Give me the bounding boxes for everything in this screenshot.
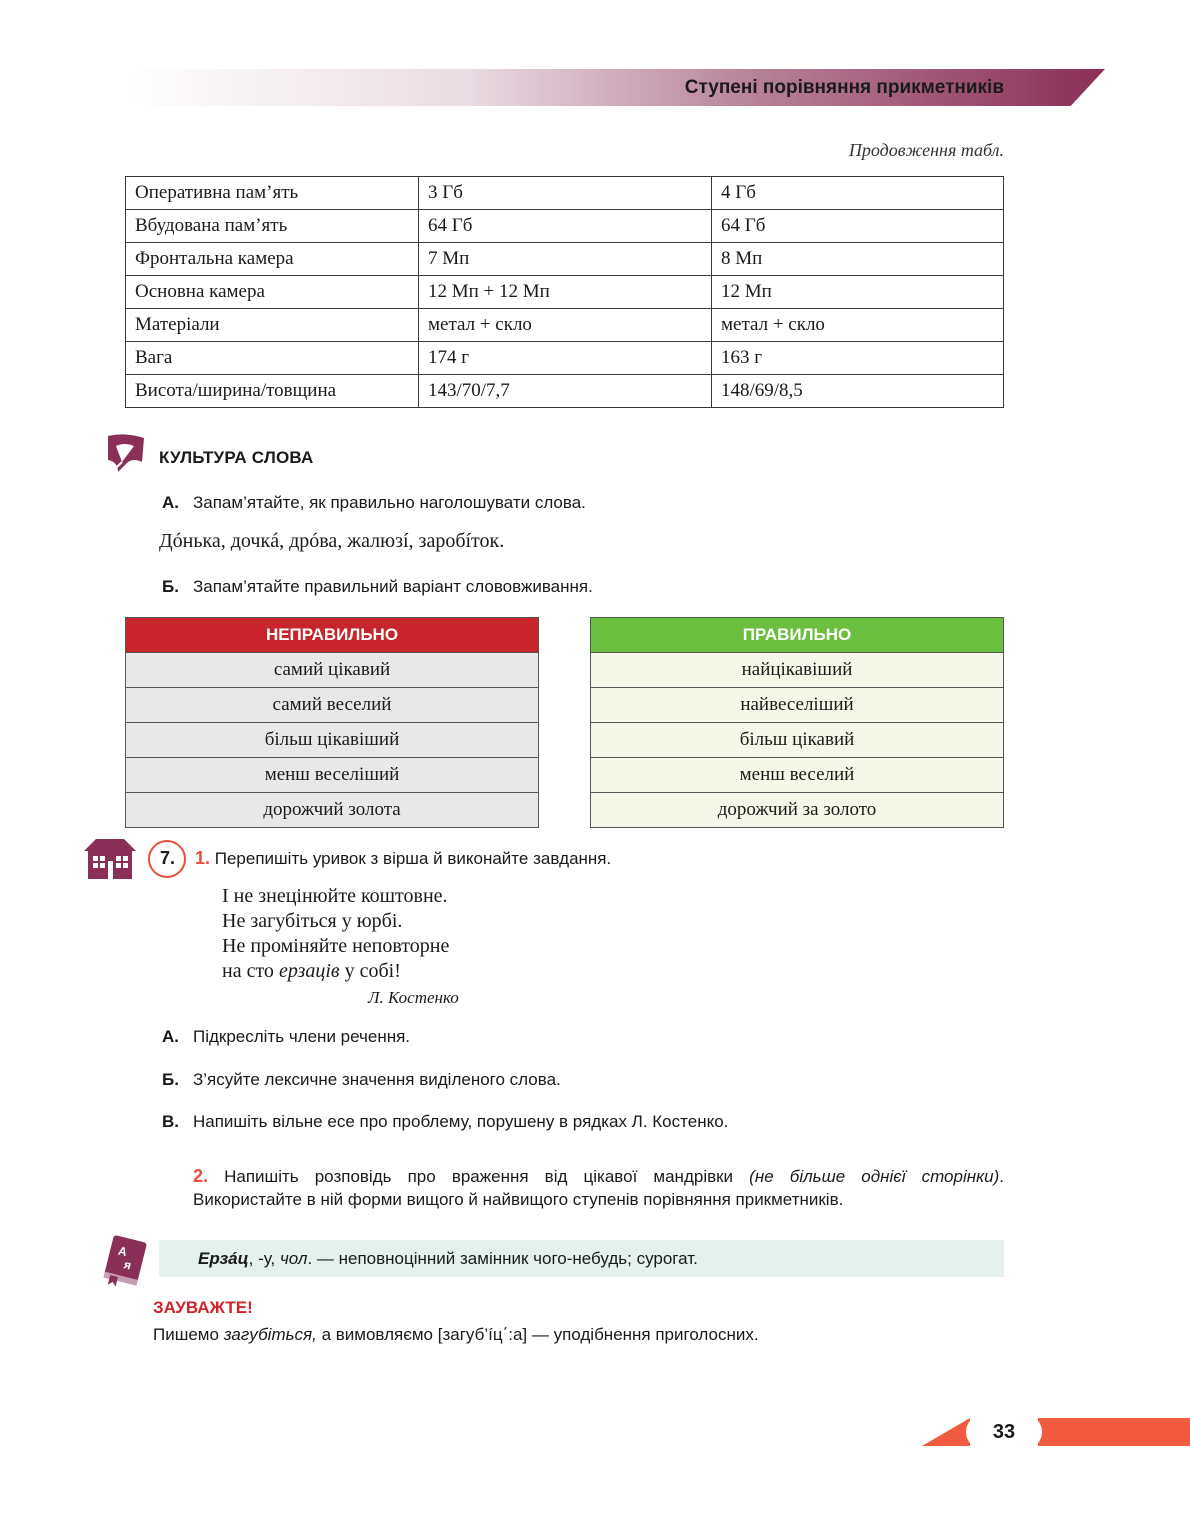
dictionary-icon bbox=[100, 1234, 148, 1288]
spec-row bbox=[126, 276, 1004, 309]
task-letter: Б. bbox=[162, 577, 179, 596]
spec-cell: 7 Мп bbox=[419, 243, 712, 276]
spec-cell: 12 Мп + 12 Мп bbox=[419, 276, 712, 309]
task-text: З’ясуйте лексичне значення виділеного слова. bbox=[193, 1070, 561, 1089]
right-header: ПРАВИЛЬНО bbox=[591, 618, 1004, 653]
task-text: Підкресліть члени речення. bbox=[193, 1027, 411, 1046]
note-text bbox=[153, 1325, 759, 1345]
definition-word: Ерзáц bbox=[198, 1249, 249, 1268]
wrong-item: самий веселий bbox=[126, 688, 539, 723]
exercise-part2 bbox=[193, 1165, 1004, 1211]
spec-cell: 163 г bbox=[712, 342, 1004, 375]
part-text: Перепишіть уривок з вірша й виконайте завдання. bbox=[214, 849, 612, 868]
task-text: Запам’ятайте, як правильно наголошувати слова. bbox=[193, 493, 586, 512]
right-item: менш веселий bbox=[591, 758, 1004, 793]
task-letter: В. bbox=[162, 1112, 179, 1131]
part-text: . bbox=[999, 1167, 1004, 1186]
spec-cell: 12 Мп bbox=[712, 276, 1004, 309]
exercise-task-c bbox=[162, 1112, 728, 1132]
note-part: Пишемо bbox=[153, 1325, 224, 1344]
wrong-item: більш цікавіший bbox=[126, 723, 539, 758]
spec-cell: Оперативна пам’ять bbox=[126, 177, 419, 210]
poem-author: Л. Костенко bbox=[368, 988, 459, 1007]
right-item: більш цікавий bbox=[591, 723, 1004, 758]
svg-text:я: я bbox=[122, 1257, 133, 1273]
right-item: дорожчий за золото bbox=[591, 793, 1004, 828]
task-text: Напишіть вільне есе про проблему, порушену в рядках Л. Костенко. bbox=[193, 1112, 729, 1131]
spec-row bbox=[126, 243, 1004, 276]
quill-icon bbox=[104, 432, 148, 474]
definition-part: . — неповноцінний замінник чого-небудь; сурогат. bbox=[307, 1249, 698, 1268]
spec-row bbox=[126, 342, 1004, 375]
spec-cell: 148/69/8,5 bbox=[712, 375, 1004, 408]
spec-row bbox=[126, 309, 1004, 342]
spec-row bbox=[126, 210, 1004, 243]
spec-cell: 174 г bbox=[419, 342, 712, 375]
svg-text:А: А bbox=[116, 1243, 129, 1260]
note-emphasis: загубіться, bbox=[223, 1325, 317, 1344]
spec-row bbox=[126, 375, 1004, 408]
task-a bbox=[162, 493, 586, 513]
spec-cell: Вага bbox=[126, 342, 419, 375]
exercise-part1 bbox=[195, 848, 611, 869]
poem-text: на сто bbox=[222, 960, 279, 982]
right-item: найцікавіший bbox=[591, 653, 1004, 688]
spec-cell: Вбудована пам’ять bbox=[126, 210, 419, 243]
part-number: 1. bbox=[195, 848, 211, 868]
spec-cell: Висота/ширина/товщина bbox=[126, 375, 419, 408]
task-b bbox=[162, 577, 593, 597]
spec-row bbox=[126, 177, 1004, 210]
spec-cell: Матеріали bbox=[126, 309, 419, 342]
poem-line bbox=[222, 959, 449, 984]
spec-cell: 64 Гб bbox=[712, 210, 1004, 243]
wrong-item: самий цікавий bbox=[126, 653, 539, 688]
part2-line2: Використайте в ній форми вищого й найвищого ступенів порівняння прикметників. bbox=[193, 1190, 844, 1209]
spec-cell: 4 Гб bbox=[712, 177, 1004, 210]
section-title: КУЛЬТУРА СЛОВА bbox=[159, 448, 314, 467]
spec-cell: Основна камера bbox=[126, 276, 419, 309]
task-letter: А. bbox=[162, 493, 179, 512]
part2-line1 bbox=[193, 1165, 1004, 1188]
definition-text bbox=[198, 1249, 698, 1269]
wrong-item: дорожчий золота bbox=[126, 793, 539, 828]
wrong-item: менш веселіший bbox=[126, 758, 539, 793]
part-text: Напишіть розповідь про враження від цікавої мандрівки bbox=[224, 1167, 750, 1186]
spec-cell: 143/70/7,7 bbox=[419, 375, 712, 408]
poem-line: Не проміняйте неповторне bbox=[222, 935, 450, 957]
house-icon bbox=[84, 837, 136, 879]
exercise-number: 7. bbox=[160, 848, 176, 868]
part-emphasis: (не більше однієї сторінки) bbox=[749, 1167, 1000, 1186]
task-text: Запам’ятайте правильний варіант слововживання. bbox=[193, 577, 593, 596]
poem-text: у собі! bbox=[339, 960, 401, 982]
poem-line: Не загубіться у юрбі. bbox=[222, 910, 403, 932]
note-part: а вимовляємо [загуб’íц΄:а] — уподібнення приголосних. bbox=[316, 1325, 759, 1344]
footer-bar bbox=[1038, 1418, 1190, 1446]
spec-cell: Фронтальна камера bbox=[126, 243, 419, 276]
wrong-usage-table bbox=[125, 617, 539, 828]
footer-accent bbox=[922, 1418, 970, 1446]
part-number: 2. bbox=[193, 1166, 209, 1186]
exercise-task-a bbox=[162, 1027, 410, 1047]
definition-pos: чол bbox=[279, 1249, 308, 1268]
poem-line: І не знецінюйте коштовне. bbox=[222, 885, 448, 907]
spec-cell: метал + скло bbox=[419, 309, 712, 342]
task-letter: Б. bbox=[162, 1070, 179, 1089]
highlighted-word: ерзаців bbox=[278, 960, 340, 982]
exercise-task-b bbox=[162, 1070, 561, 1090]
table-continuation-note: Продовження табл. bbox=[848, 140, 1004, 160]
page-title: Ступені порівняння прикметників bbox=[684, 77, 1004, 98]
wrong-header: НЕПРАВИЛЬНО bbox=[126, 618, 539, 653]
right-usage-table bbox=[590, 617, 1004, 828]
spec-cell: 64 Гб bbox=[419, 210, 712, 243]
page-number: 33 bbox=[992, 1421, 1016, 1443]
accent-words: Дóнька, дочкá, дрóва, жалюзí, заробíток. bbox=[159, 530, 505, 552]
task-letter: А. bbox=[162, 1027, 179, 1046]
spec-cell: 8 Мп bbox=[712, 243, 1004, 276]
spec-cell: 3 Гб bbox=[419, 177, 712, 210]
definition-part: , -у, bbox=[248, 1249, 280, 1268]
spec-cell: метал + скло bbox=[712, 309, 1004, 342]
note-title: ЗАУВАЖТЕ! bbox=[153, 1298, 253, 1317]
right-item: найвеселіший bbox=[591, 688, 1004, 723]
spec-table bbox=[125, 176, 1004, 408]
poem bbox=[222, 884, 449, 984]
